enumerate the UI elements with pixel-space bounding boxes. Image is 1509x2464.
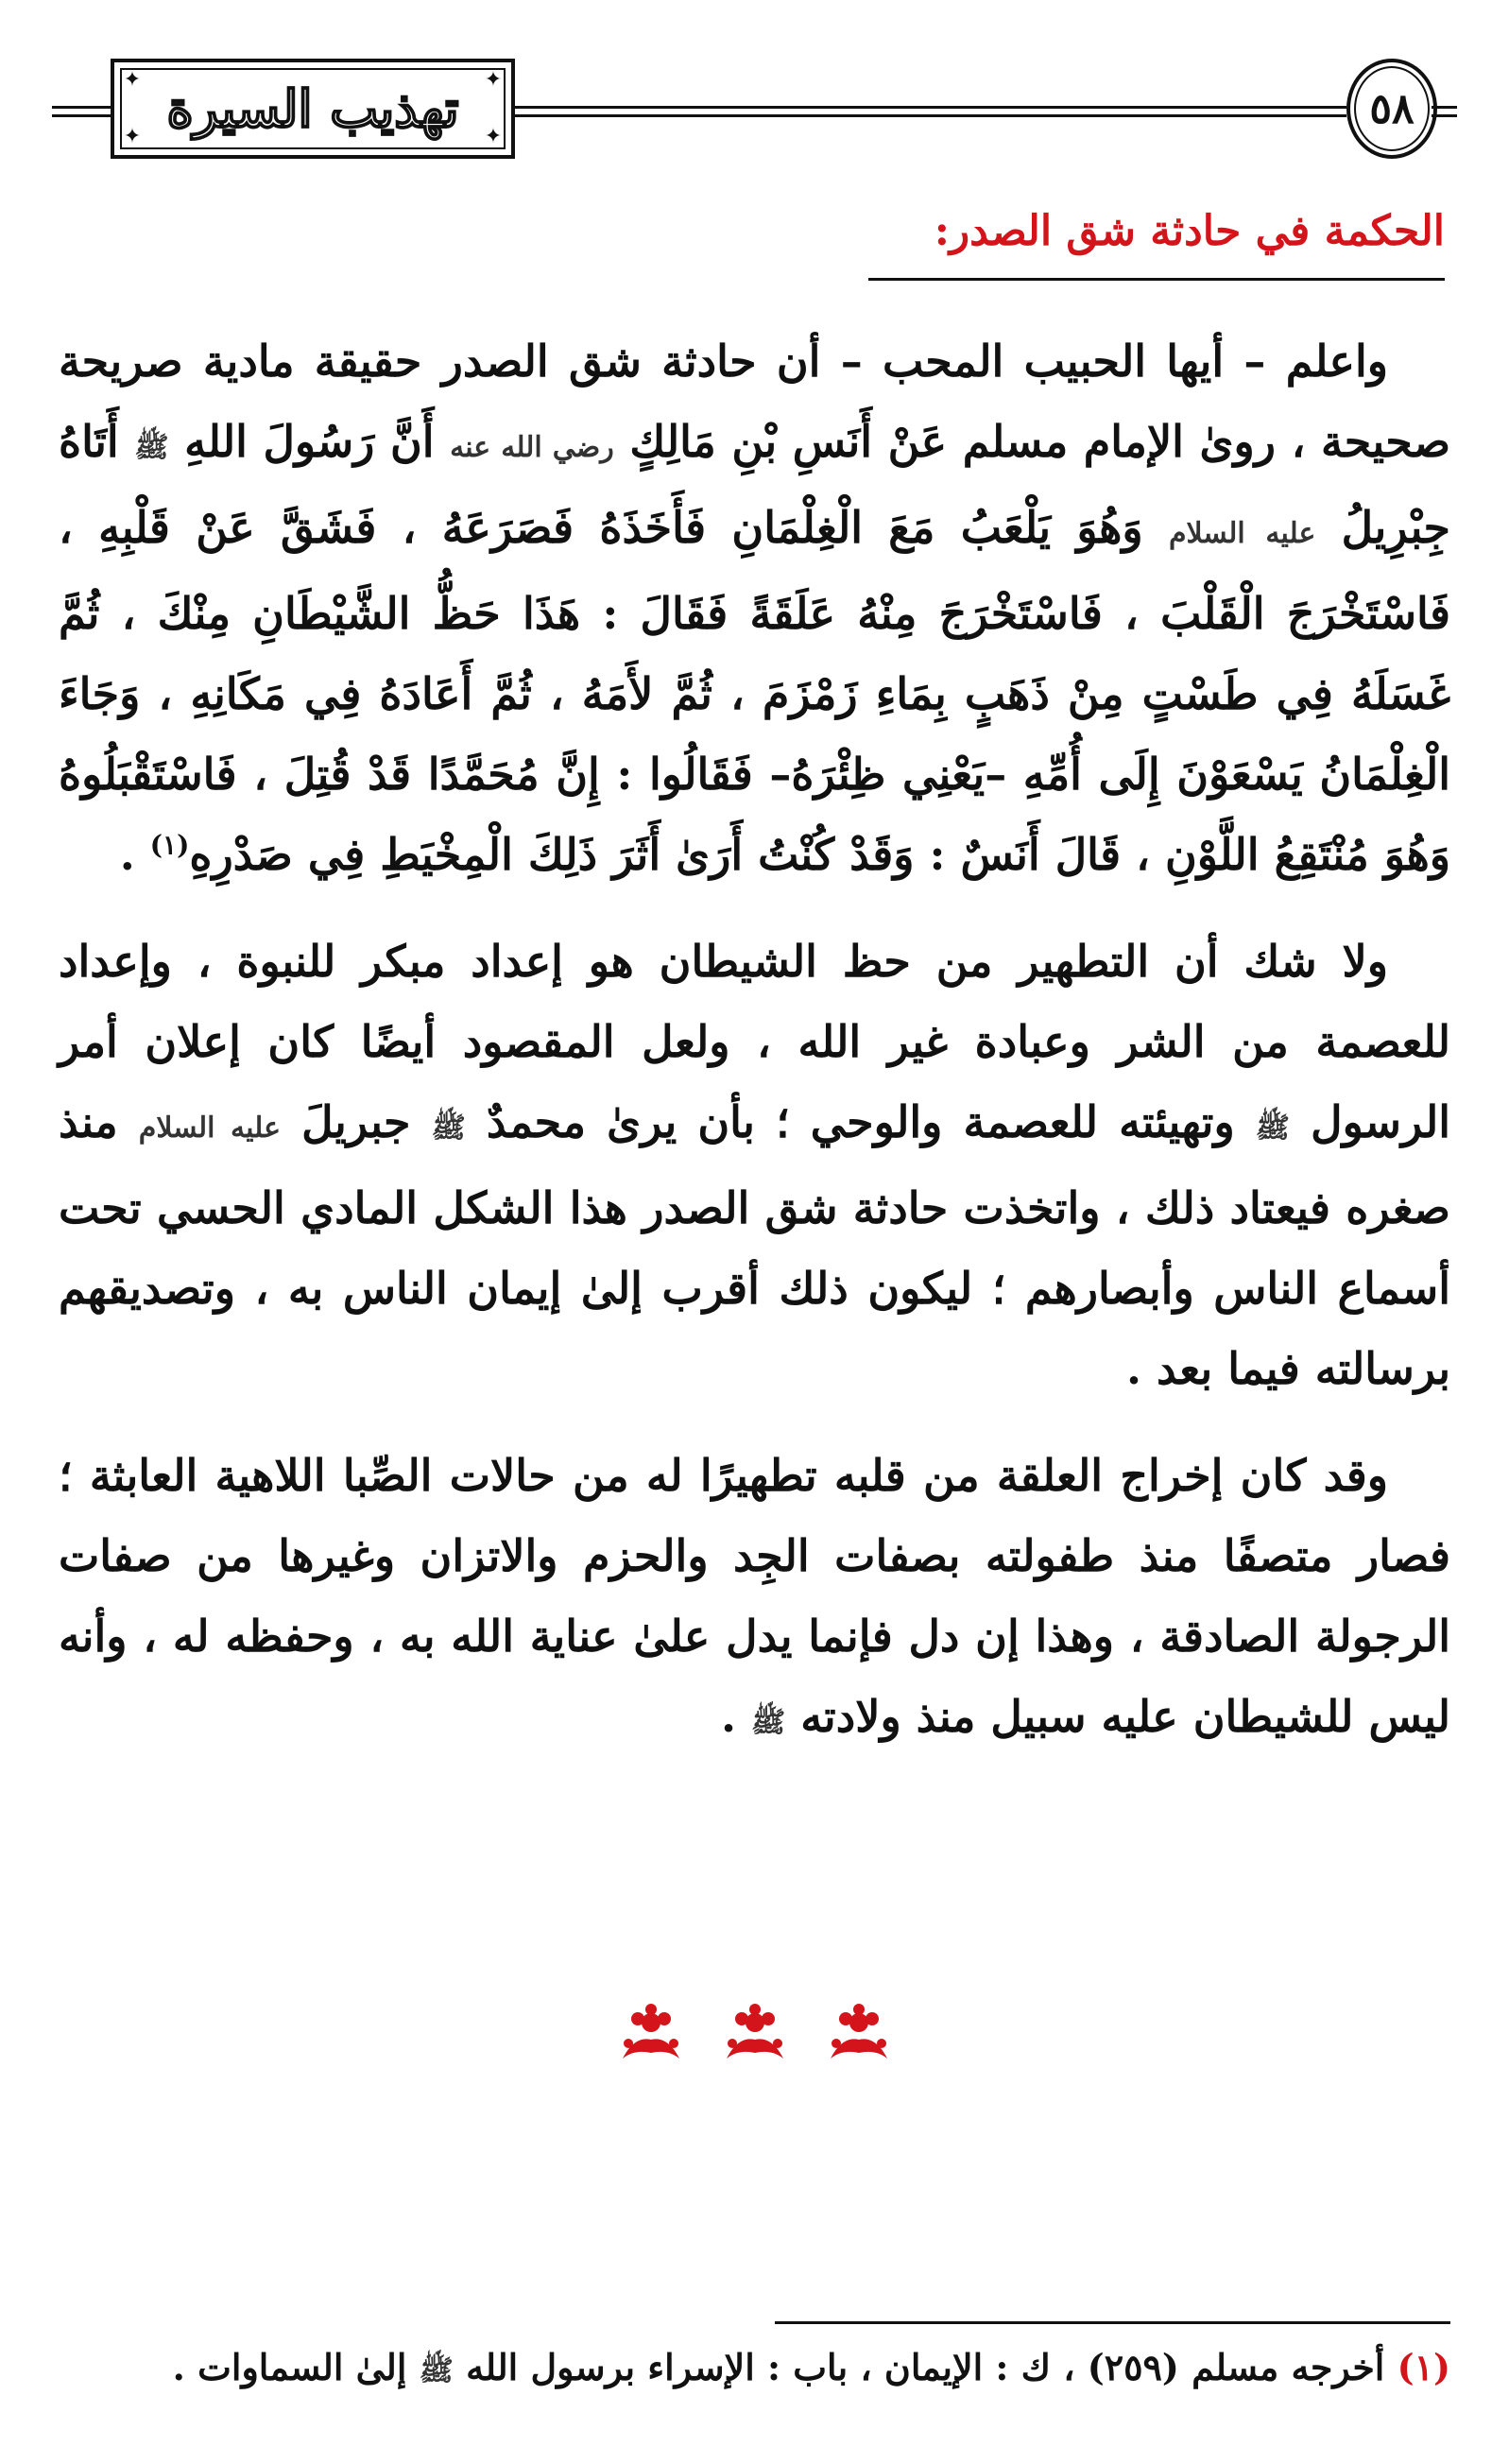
paragraph-conclusion: وقد كان إخراج العلقة من قلبه تطهيرًا له من حالات الصِّبا اللاهية العابثة ؛ فصار متصفًا منذ طفولته بصفات الجِد والحزم والاتزان وغيرها من صفات الرجولة الصادقة ، وهذا إن دل فإنما يدل علىٰ عناية الله به ، وحفظه له ، وأنه ليس للشيطان عليه سبيل منذ ولادته ﷺ . [59,1450,1450,1742]
honorific-icon: ﷺ [1255,1111,1291,1145]
footnote-reference: (١) [149,829,190,861]
footnote: (١) أخرجه مسلم (٢٥٩) ، ك : الإيمان ، باب : الإسراء برسول الله ﷺ إلىٰ السماوات . [172,2346,1450,2388]
honorific-icon: رضي الله عنه [450,431,614,464]
footnote-number: (١) [1397,2346,1450,2388]
honorific-icon: ﷺ [751,1706,786,1739]
book-title-cartouche [111,59,515,159]
section-heading: الحكمة في حادثة شق الصدر: [934,207,1445,255]
footnote-separator [775,2321,1450,2324]
honorific-icon: ﷺ [134,431,169,464]
header-rule-middle [515,106,1346,117]
paragraph-hadith: واعلم – أيها الحبيب المحب – أن حادثة شق الصدر حقيقة مادية صريحة صحيحة ، روىٰ الإمام مسلم عَنْ أَنَسِ بْنِ مَالِكٍ رضي الله عنه أَنَّ رَسُولَ اللهِ ﷺ أَتَاهُ جِبْرِيلُ عليه السلام وَهُوَ يَلْعَبُ مَعَ الْغِلْمَانِ فَأَخَذَهُ فَصَرَعَهُ ، فَشَقَّ عَنْ قَلْبِهِ ، فَاسْتَخْرَجَ الْقَلْبَ ، فَاسْتَخْرَجَ مِنْهُ عَلَقَةً فَقَالَ : هَذَا حَظُّ الشَّيْطَانِ مِنْكَ ، ثُمَّ غَسَلَهُ فِي طَسْتٍ مِنْ ذَهَبٍ بِمَاءِ زَمْزَمَ ، ثُمَّ لأَمَهُ ، ثُمَّ أَعَادَهُ فِي مَكَانِهِ ، وَجَاءَ الْغِلْمَانُ يَسْعَوْنَ إِلَى أُمِّهِ –يَعْنِي ظِئْرَهُ– فَقَالُوا : إِنَّ مُحَمَّدًا قَدْ قُتِلَ ، فَاسْتَقْبَلُوهُ وَهُوَ مُنْتَقِعُ اللَّوْنِ ، قَالَ أَنَسٌ : وَقَدْ كُنْتُ أَرَىٰ أَثَرَ ذَلِكَ الْمِخْيَطِ فِي صَدْرِهِ$^{(١)}$ . [59,336,1451,880]
header-rule-right [1432,106,1457,117]
page-number: ٥٨ [1369,84,1415,133]
honorific-icon: عليه السلام [1168,517,1316,550]
corner-ornament-icon: ✦ [123,68,142,92]
red-floral-ornament-icon [615,2002,687,2068]
paragraph-purification: ولا شك أن التطهير من حظ الشيطان هو إعداد مبكر للنبوة ، وإعداد للعصمة من الشر وعبادة غير الله ، ولعل المقصود أيضًا كان إعلان أمر الرسول ﷺ وتهيئته للعصمة والوحي ؛ بأن يرىٰ محمدٌ ﷺ جبريلَ عليه السلام منذ صغره فيعتاد ذلك ، واتخذت حادثة شق الصدر هذا الشكل المادي الحسي تحت أسماع الناس وأبصارهم ؛ ليكون ذلك أقرب إلىٰ إيمان الناس به ، وتصديقهم برسالته فيما بعد . [59,936,1451,1394]
header-rule-left [52,106,111,117]
honorific-icon: ﷺ [431,1111,466,1145]
heading-underline [868,278,1445,281]
red-floral-ornament-icon [719,2002,791,2068]
page-header [52,59,1457,163]
book-title: تهذيب السيرة [166,78,459,139]
honorific-icon: عليه السلام [138,1111,281,1145]
honorific-icon: ﷺ [419,2354,454,2387]
corner-ornament-icon: ✦ [484,125,503,148]
page-number-frame [1346,59,1437,159]
corner-ornament-icon: ✦ [123,125,142,148]
body-text [59,321,1450,1763]
section-end-ornament [0,2002,1509,2068]
red-floral-ornament-icon [823,2002,895,2068]
corner-ornament-icon: ✦ [484,68,503,92]
